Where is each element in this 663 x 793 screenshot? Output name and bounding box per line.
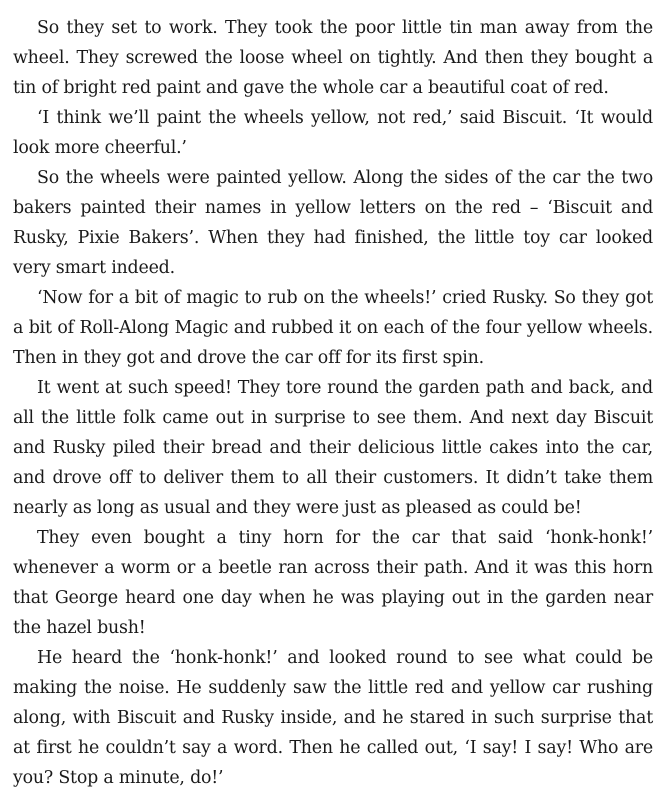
paragraph: So they set to work. They took the poor little tin man away from the wheel. They screwed the loose wheel on tightly. And then they bought a tin of bright red paint and gave the whole car a beautiful coat of red. xyxy=(13,18,653,98)
paragraph: He heard the ‘honk-honk!’ and looked round to see what could be making the noise. He suddenly saw the little red and yellow car rushing along, with Biscuit and Rusky inside, and he stared in such surprise that at first he couldn’t say a word. Then he called out, ‘I say! I say! Who are you? Stop a minute, do!’ xyxy=(13,648,653,788)
paragraph: So the wheels were painted yellow. Along the sides of the car the two bakers painted their names in yellow letters on the red – ‘Biscuit and Rusky, Pixie Bakers’. When they had finished, the little toy car looked very smart indeed. xyxy=(13,168,653,278)
paragraph: It went at such speed! They tore round the garden path and back, and all the little folk came out in surprise to see them. And next day Biscuit and Rusky piled their bread and their delicious little cakes into the car, and drove off to deliver them to all their customers. It didn’t take them nearly as long as usual and they were just as pleased as could be! xyxy=(13,378,653,518)
paragraph: ‘I think we’ll paint the wheels yellow, not red,’ said Biscuit. ‘It would look more cheerful.’ xyxy=(13,108,653,158)
paragraph: They even bought a tiny horn for the car that said ‘honk-honk!’ whenever a worm or a beetle ran across their path. And it was this horn that George heard one day when he was playing out in the garden near the hazel bush! xyxy=(13,528,653,638)
paragraph: ‘Now for a bit of magic to rub on the wheels!’ cried Rusky. So they got a bit of Roll-Along Magic and rubbed it on each of the four yellow wheels. Then in they got and drove the car off for its first spin. xyxy=(13,288,653,368)
